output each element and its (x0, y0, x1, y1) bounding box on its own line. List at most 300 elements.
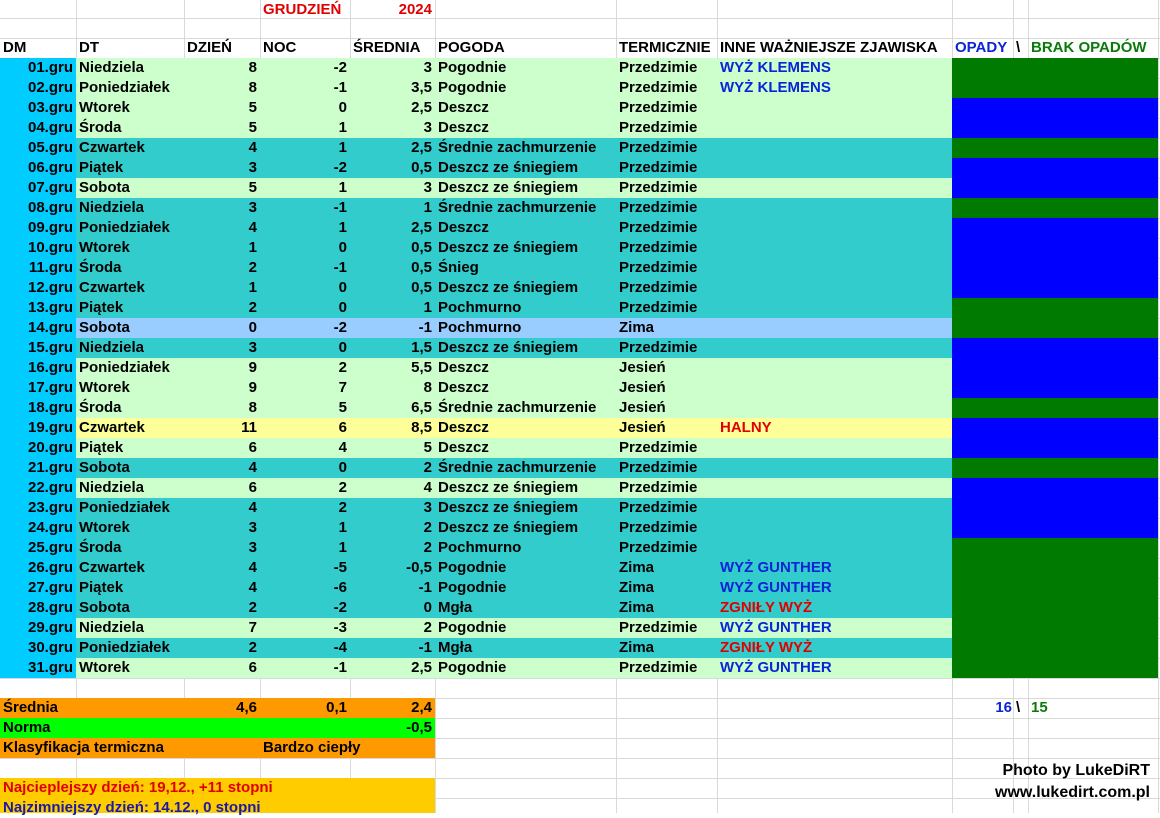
cell-weather: Średnie zachmurzenie (438, 199, 597, 216)
cell-weather: Deszcz ze śniegiem (438, 519, 579, 536)
cell-thermal: Jesień (619, 359, 666, 376)
summary-avg-label: Średnia (3, 699, 59, 716)
table-row (0, 438, 1160, 458)
cell-event (717, 378, 952, 398)
dry-cell (952, 578, 1158, 598)
cell-event (717, 298, 952, 318)
cell-dt: Niedziela (79, 199, 145, 216)
cell-night: 2 (338, 359, 347, 376)
cell-weather: Średnie zachmurzenie (438, 459, 597, 476)
precip-cell (952, 358, 1158, 378)
table-row (0, 558, 1160, 578)
table-row (0, 298, 1160, 318)
precip-cell (952, 218, 1158, 238)
dry-cell (952, 658, 1158, 678)
cell-thermal: Przedzimie (619, 339, 698, 356)
cell-avg: 3 (423, 179, 432, 196)
cell-dm: 10.gru (27, 239, 73, 256)
cell-dm: 02.gru (27, 79, 73, 96)
cell-thermal: Przedzimie (619, 539, 698, 556)
cell-thermal: Zima (619, 559, 655, 576)
cell-dm: 12.gru (27, 279, 73, 296)
site-credit: www.lukedirt.com.pl (995, 784, 1150, 801)
cell-dt: Czwartek (79, 139, 145, 156)
table-row (0, 618, 1160, 638)
cell-day: 2 (248, 599, 257, 616)
month-title: GRUDZIEŃ (263, 1, 342, 18)
cell-dt: Niedziela (79, 59, 145, 76)
cell-avg: 0,5 (411, 239, 432, 256)
cell-dt: Wtorek (79, 519, 130, 536)
header-dry: BRAK OPADÓW (1031, 39, 1147, 56)
cell-weather: Deszcz ze śniegiem (438, 279, 579, 296)
dry-cell (952, 598, 1158, 618)
title-row (0, 0, 1160, 20)
precip-cell (952, 98, 1158, 118)
table-row (0, 398, 1160, 418)
header-row (0, 38, 1160, 58)
dry-days-count: 15 (1031, 699, 1048, 716)
cell-weather: Średnie zachmurzenie (438, 139, 597, 156)
cell-day: 8 (248, 59, 257, 76)
cell-day: 5 (248, 99, 257, 116)
table-row (0, 638, 1160, 658)
cell-avg: 2 (423, 459, 432, 476)
cell-weather: Deszcz (438, 119, 489, 136)
cell-thermal: Przedzimie (619, 439, 698, 456)
cell-event (717, 458, 952, 478)
cell-dt: Środa (79, 399, 122, 416)
cell-day: 0 (248, 319, 257, 336)
table-row (0, 98, 1160, 118)
cell-day: 6 (248, 659, 257, 676)
cell-thermal: Przedzimie (619, 239, 698, 256)
cell-day: 1 (248, 279, 257, 296)
cell-thermal: Przedzimie (619, 219, 698, 236)
cell-dt: Poniedziałek (79, 359, 170, 376)
cell-night: 1 (338, 519, 347, 536)
precip-cell (952, 158, 1158, 178)
cell-thermal: Przedzimie (619, 99, 698, 116)
cell-avg: 3 (423, 499, 432, 516)
cell-weather: Deszcz (438, 219, 489, 236)
cell-weather: Deszcz ze śniegiem (438, 499, 579, 516)
notes-box (0, 778, 435, 816)
header-dt: DT (79, 39, 99, 56)
cell-day: 2 (248, 299, 257, 316)
cell-weather: Deszcz ze śniegiem (438, 479, 579, 496)
cell-thermal: Przedzimie (619, 299, 698, 316)
cell-event (717, 278, 952, 298)
cell-thermal: Przedzimie (619, 119, 698, 136)
cell-night: -1 (333, 259, 347, 276)
cell-thermal: Przedzimie (619, 199, 698, 216)
cell-event: WYŻ KLEMENS (720, 79, 831, 96)
dry-cell (952, 458, 1158, 478)
cell-weather: Pogodnie (438, 59, 507, 76)
cell-event: WYŻ GUNTHER (720, 579, 832, 596)
cell-avg: -1 (418, 579, 432, 596)
cell-thermal: Przedzimie (619, 179, 698, 196)
cell-dt: Wtorek (79, 379, 130, 396)
cell-day: 4 (248, 219, 257, 236)
table-row (0, 358, 1160, 378)
precip-cell (952, 258, 1158, 278)
cell-avg: 1 (423, 299, 432, 316)
cell-avg: 5,5 (411, 359, 432, 376)
cell-thermal: Zima (619, 319, 655, 336)
cell-dt: Sobota (79, 459, 130, 476)
header-dm: DM (3, 39, 27, 56)
table-row (0, 598, 1160, 618)
cell-day: 3 (248, 199, 257, 216)
cell-weather: Pogodnie (438, 619, 507, 636)
cell-dt: Niedziela (79, 339, 145, 356)
table-row (0, 258, 1160, 278)
cell-dt: Czwartek (79, 279, 145, 296)
cell-night: -4 (333, 639, 347, 656)
cell-dm: 06.gru (27, 159, 73, 176)
cell-dm: 13.gru (27, 299, 73, 316)
cell-dm: 03.gru (27, 99, 73, 116)
cell-day: 8 (248, 399, 257, 416)
cell-weather: Pogodnie (438, 79, 507, 96)
cell-event: WYŻ KLEMENS (720, 59, 831, 76)
cell-night: 1 (338, 139, 347, 156)
cell-night: 1 (338, 119, 347, 136)
cell-day: 4 (248, 499, 257, 516)
cell-avg: 3,5 (411, 79, 432, 96)
table-row (0, 518, 1160, 538)
table-row (0, 578, 1160, 598)
cell-dt: Poniedziałek (79, 79, 170, 96)
cell-avg: 3 (423, 59, 432, 76)
cell-dm: 26.gru (27, 559, 73, 576)
grid-row-line (0, 758, 1160, 759)
dry-cell (952, 298, 1158, 318)
cell-event (717, 258, 952, 278)
cell-event (717, 198, 952, 218)
cell-thermal: Przedzimie (619, 159, 698, 176)
cell-thermal: Jesień (619, 419, 666, 436)
cell-night: -6 (333, 579, 347, 596)
precip-cell (952, 478, 1158, 498)
cell-dt: Sobota (79, 599, 130, 616)
cell-dt: Niedziela (79, 479, 145, 496)
cell-night: 0 (338, 339, 347, 356)
cell-day: 5 (248, 179, 257, 196)
dry-cell (952, 198, 1158, 218)
cell-day: 4 (248, 579, 257, 596)
cell-night: 1 (338, 219, 347, 236)
credits (960, 760, 1150, 804)
cell-event (717, 158, 952, 178)
cell-thermal: Przedzimie (619, 519, 698, 536)
cell-night: 1 (338, 179, 347, 196)
cell-event (717, 438, 952, 458)
warmest-day-note: Najcieplejszy dzień: 19,12., +11 stopni (3, 779, 273, 796)
table-row (0, 478, 1160, 498)
cell-thermal: Przedzimie (619, 619, 698, 636)
cell-night: -2 (333, 319, 347, 336)
cell-night: -1 (333, 659, 347, 676)
precip-days-count: 16 (995, 699, 1012, 716)
precip-cell (952, 518, 1158, 538)
table-row (0, 78, 1160, 98)
cell-night: 7 (338, 379, 347, 396)
cell-avg: 2,5 (411, 139, 432, 156)
table-row (0, 318, 1160, 338)
cell-weather: Deszcz (438, 359, 489, 376)
cell-day: 1 (248, 239, 257, 256)
table-row (0, 658, 1160, 678)
cell-avg: -1 (418, 319, 432, 336)
cell-day: 2 (248, 259, 257, 276)
cell-weather: Deszcz ze śniegiem (438, 339, 579, 356)
table-row (0, 538, 1160, 558)
table-row (0, 338, 1160, 358)
cell-dm: 23.gru (27, 499, 73, 516)
cell-avg: 2 (423, 519, 432, 536)
cell-thermal: Zima (619, 639, 655, 656)
cell-dm: 20.gru (27, 439, 73, 456)
cell-thermal: Przedzimie (619, 499, 698, 516)
cell-dt: Sobota (79, 179, 130, 196)
cell-thermal: Zima (619, 579, 655, 596)
cell-dt: Wtorek (79, 659, 130, 676)
summary-norm-label: Norma (3, 719, 51, 736)
cell-avg: 0,5 (411, 159, 432, 176)
cell-dt: Poniedziałek (79, 639, 170, 656)
table-row (0, 378, 1160, 398)
cell-dt: Piątek (79, 579, 124, 596)
cell-event: WYŻ GUNTHER (720, 619, 832, 636)
cell-avg: 1,5 (411, 339, 432, 356)
cell-avg: 5 (423, 439, 432, 456)
cell-weather: Pogodnie (438, 579, 507, 596)
cell-dm: 15.gru (27, 339, 73, 356)
cell-avg: -1 (418, 639, 432, 656)
summary-avg-mean: 2,4 (411, 699, 432, 716)
cell-event: ZGNIŁY WYŻ (720, 639, 813, 656)
header-weather: POGODA (438, 39, 505, 56)
dry-cell (952, 398, 1158, 418)
cell-dm: 01.gru (27, 59, 73, 76)
cell-day: 4 (248, 139, 257, 156)
cell-event (717, 498, 952, 518)
cell-dm: 29.gru (27, 619, 73, 636)
cell-avg: 3 (423, 119, 432, 136)
table-row (0, 218, 1160, 238)
cell-event (717, 538, 952, 558)
summary-norm-row (0, 718, 1160, 738)
cell-night: 0 (338, 99, 347, 116)
summary-class-label: Klasyfikacja termiczna (3, 739, 164, 756)
cell-dt: Środa (79, 119, 122, 136)
precip-cell (952, 418, 1158, 438)
cell-avg: -0,5 (406, 559, 432, 576)
summary-avg-night: 0,1 (326, 699, 347, 716)
cell-event (717, 98, 952, 118)
dry-cell (952, 318, 1158, 338)
cell-thermal: Przedzimie (619, 479, 698, 496)
cell-avg: 0 (423, 599, 432, 616)
dry-cell (952, 618, 1158, 638)
header-thermal: TERMICZNIE (619, 39, 711, 56)
cell-day: 9 (248, 359, 257, 376)
cell-night: 2 (338, 499, 347, 516)
cell-event: ZGNIŁY WYŻ (720, 599, 813, 616)
cell-weather: Deszcz (438, 379, 489, 396)
dry-cell (952, 138, 1158, 158)
cell-dm: 08.gru (27, 199, 73, 216)
coldest-day-note: Najzimniejszy dzień: 14.12., 0 stopni (3, 799, 261, 816)
cell-event: WYŻ GUNTHER (720, 559, 832, 576)
cell-night: 0 (338, 299, 347, 316)
cell-night: 2 (338, 479, 347, 496)
cell-dt: Poniedziałek (79, 499, 170, 516)
cell-night: 4 (338, 439, 347, 456)
dry-cell (952, 58, 1158, 78)
header-sep: \ (1016, 39, 1021, 56)
cell-thermal: Przedzimie (619, 459, 698, 476)
cell-day: 11 (241, 419, 257, 436)
cell-day: 9 (248, 379, 257, 396)
cell-night: 0 (338, 239, 347, 256)
cell-event (717, 518, 952, 538)
cell-weather: Deszcz (438, 99, 489, 116)
table-row (0, 458, 1160, 478)
table-row (0, 498, 1160, 518)
cell-weather: Deszcz ze śniegiem (438, 159, 579, 176)
cell-day: 3 (248, 519, 257, 536)
cell-event (717, 338, 952, 358)
cell-day: 8 (248, 79, 257, 96)
cell-day: 2 (248, 639, 257, 656)
cell-dm: 24.gru (27, 519, 73, 536)
cell-night: -2 (333, 59, 347, 76)
cell-night: 6 (338, 419, 347, 436)
cell-night: 5 (338, 399, 347, 416)
header-day: DZIEŃ (187, 39, 232, 56)
cell-day: 5 (248, 119, 257, 136)
precip-cell (952, 378, 1158, 398)
cell-event (717, 238, 952, 258)
precip-cell (952, 498, 1158, 518)
cell-thermal: Przedzimie (619, 139, 698, 156)
cell-weather: Pochmurno (438, 319, 522, 336)
table-row (0, 198, 1160, 218)
cell-dt: Czwartek (79, 559, 145, 576)
cell-event (717, 138, 952, 158)
cell-night: -1 (333, 79, 347, 96)
count-separator: \ (1016, 699, 1021, 716)
cell-thermal: Przedzimie (619, 59, 698, 76)
cell-dm: 05.gru (27, 139, 73, 156)
precip-cell (952, 278, 1158, 298)
cell-dm: 21.gru (27, 459, 73, 476)
cell-day: 4 (248, 459, 257, 476)
cell-dm: 31.gru (27, 659, 73, 676)
cell-dt: Sobota (79, 319, 130, 336)
cell-event (717, 318, 952, 338)
summary-norm-value: -0,5 (406, 719, 432, 736)
cell-night: -3 (333, 619, 347, 636)
cell-avg: 2,5 (411, 219, 432, 236)
cell-thermal: Przedzimie (619, 659, 698, 676)
cell-weather: Pochmurno (438, 299, 522, 316)
cell-dm: 18.gru (27, 399, 73, 416)
photo-credit: Photo by LukeDiRT (1002, 762, 1150, 779)
cell-weather: Mgła (438, 599, 473, 616)
cell-dt: Piątek (79, 439, 124, 456)
precip-cell (952, 438, 1158, 458)
cell-night: 1 (338, 539, 347, 556)
cell-dm: 09.gru (27, 219, 73, 236)
summary-class-row (0, 738, 1160, 758)
cell-avg: 6,5 (411, 399, 432, 416)
cell-dm: 25.gru (27, 539, 73, 556)
cell-weather: Pogodnie (438, 659, 507, 676)
cell-thermal: Jesień (619, 379, 666, 396)
cell-dt: Czwartek (79, 419, 145, 436)
precip-cell (952, 338, 1158, 358)
cell-dt: Środa (79, 259, 122, 276)
cell-weather: Deszcz ze śniegiem (438, 239, 579, 256)
cell-dt: Środa (79, 539, 122, 556)
table-row (0, 138, 1160, 158)
header-night: NOC (263, 39, 297, 56)
cell-weather: Śnieg (438, 259, 479, 276)
cell-day: 7 (248, 619, 257, 636)
table-row (0, 238, 1160, 258)
cell-dt: Piątek (79, 299, 124, 316)
cell-weather: Deszcz (438, 419, 489, 436)
cell-dt: Niedziela (79, 619, 145, 636)
cell-event (717, 218, 952, 238)
cell-night: -2 (333, 159, 347, 176)
year-title: 2024 (398, 1, 432, 18)
cell-weather: Mgła (438, 639, 473, 656)
summary-avg-day: 4,6 (236, 699, 257, 716)
cell-avg: 0,5 (411, 259, 432, 276)
dry-cell (952, 638, 1158, 658)
summary-avg-row (0, 698, 1160, 718)
cell-dm: 14.gru (27, 319, 73, 336)
header-events: INNE WAŻNIEJSZE ZJAWISKA (720, 39, 938, 56)
table-row (0, 118, 1160, 138)
cell-event: WYŻ GUNTHER (720, 659, 832, 676)
cell-night: -1 (333, 199, 347, 216)
cell-dm: 16.gru (27, 359, 73, 376)
cell-day: 4 (248, 559, 257, 576)
cell-avg: 4 (423, 479, 432, 496)
cell-dm: 28.gru (27, 599, 73, 616)
cell-avg: 8,5 (411, 419, 432, 436)
cell-day: 6 (248, 439, 257, 456)
cell-night: 0 (338, 279, 347, 296)
cell-day: 6 (248, 479, 257, 496)
cell-day: 3 (248, 539, 257, 556)
header-precip: OPADY (955, 39, 1008, 56)
header-avg: ŚREDNIA (353, 39, 421, 56)
cell-dm: 11.gru (28, 259, 73, 276)
cell-weather: Pochmurno (438, 539, 522, 556)
cell-dm: 17.gru (27, 379, 73, 396)
cell-dm: 22.gru (27, 479, 73, 496)
cell-night: -2 (333, 599, 347, 616)
cell-event (717, 118, 952, 138)
